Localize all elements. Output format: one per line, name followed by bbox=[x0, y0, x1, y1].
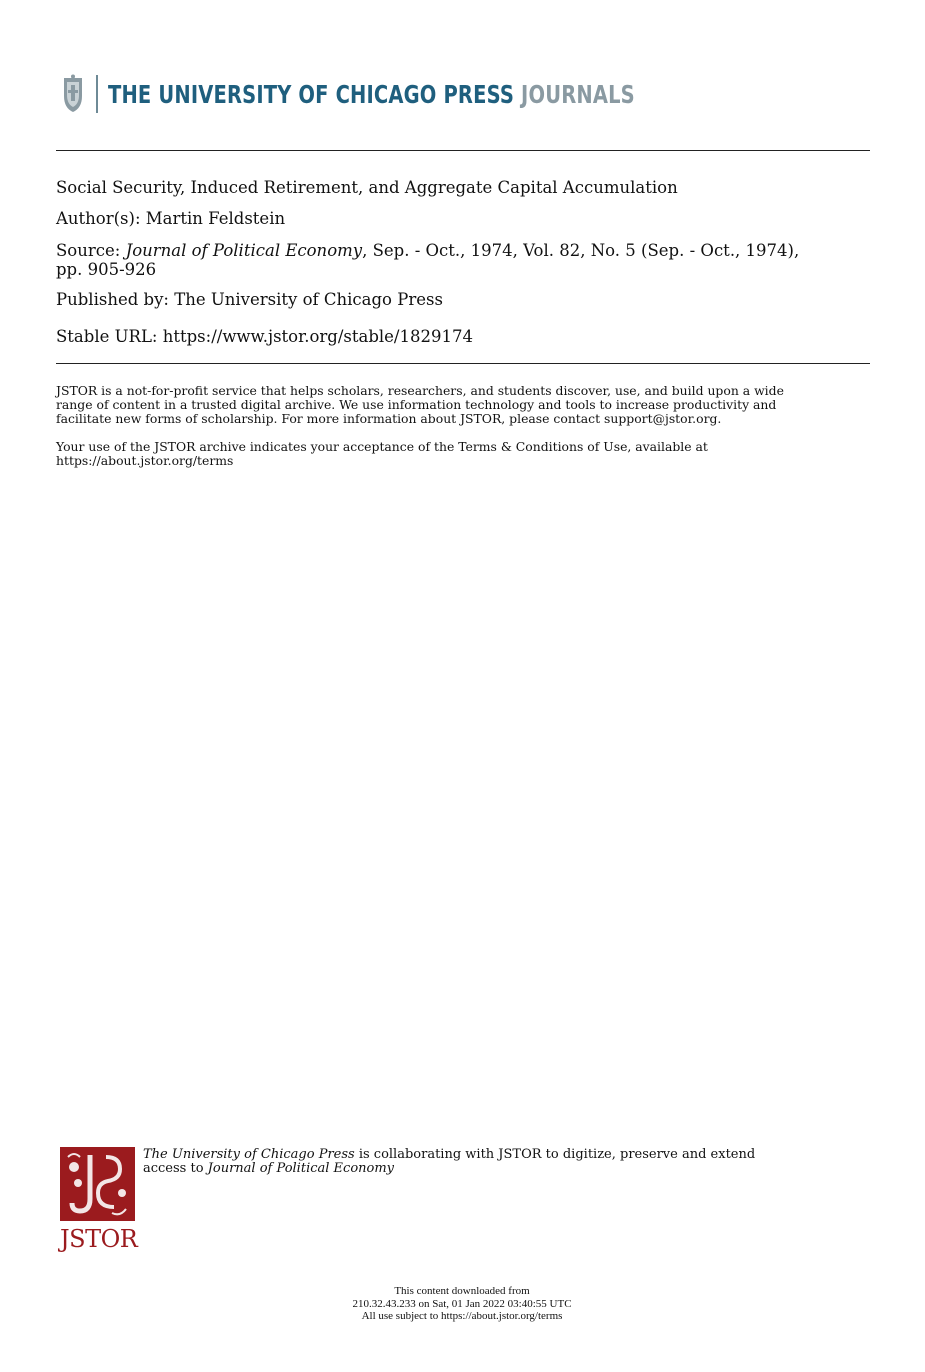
header-divider bbox=[96, 75, 98, 113]
terms-notice: Your use of the JSTOR archive indicates your acceptance of the Terms & Conditions of Use, available at https://about.jstor.org/terms bbox=[56, 440, 870, 468]
jstor-emblem-icon bbox=[60, 1147, 135, 1221]
article-author: Author(s): Martin Feldstein bbox=[56, 209, 286, 228]
press-name: THE UNIVERSITY OF CHICAGO PRESS JOURNALS bbox=[108, 79, 635, 109]
jstor-notice: JSTOR is a not-for-profit service that helps scholars, researchers, and students discover, use, and build upon a wide range of content in a trusted digital archive. We use information technology and tools to increase productivity and facilitate new forms of scholarship. For more information about JSTOR, please contact support@jstor.org. bbox=[56, 383, 784, 426]
author-name: Martin Feldstein bbox=[145, 209, 286, 228]
source-pages: pp. 905-926 bbox=[56, 260, 157, 279]
article-title: Social Security, Induced Retirement, and Aggregate Capital Accumulation bbox=[56, 178, 678, 197]
article-publisher: Published by: The University of Chicago Press bbox=[56, 290, 443, 309]
terms-link[interactable]: https://about.jstor.org/terms bbox=[56, 453, 234, 468]
article-source: Source: Journal of Political Economy, Sep. - Oct., 1974, Vol. 82, No. 5 (Sep. - Oct., 1974), pp. 905-926 bbox=[56, 241, 800, 279]
article-stable-url: Stable URL: https://www.jstor.org/stable/1829174 bbox=[56, 327, 473, 346]
stable-url-link[interactable]: https://www.jstor.org/stable/1829174 bbox=[162, 327, 473, 346]
jstor-logo bbox=[60, 1147, 136, 1252]
press-header bbox=[60, 74, 783, 114]
bottom-rule bbox=[56, 363, 870, 364]
top-rule bbox=[56, 150, 870, 151]
source-journal: Journal of Political Economy bbox=[125, 241, 363, 260]
university-crest-icon bbox=[60, 74, 86, 114]
collaboration-statement: The University of Chicago Press is collaborating with JSTOR to digitize, preserve and extend access to Journal of Political Economy bbox=[143, 1147, 756, 1176]
jstor-wordmark: JSTOR bbox=[60, 1225, 138, 1253]
download-footer: This content downloaded from 210.32.43.233 on Sat, 01 Jan 2022 03:40:55 UTC All use subject to https://about.jstor.org/terms bbox=[352, 1285, 572, 1322]
